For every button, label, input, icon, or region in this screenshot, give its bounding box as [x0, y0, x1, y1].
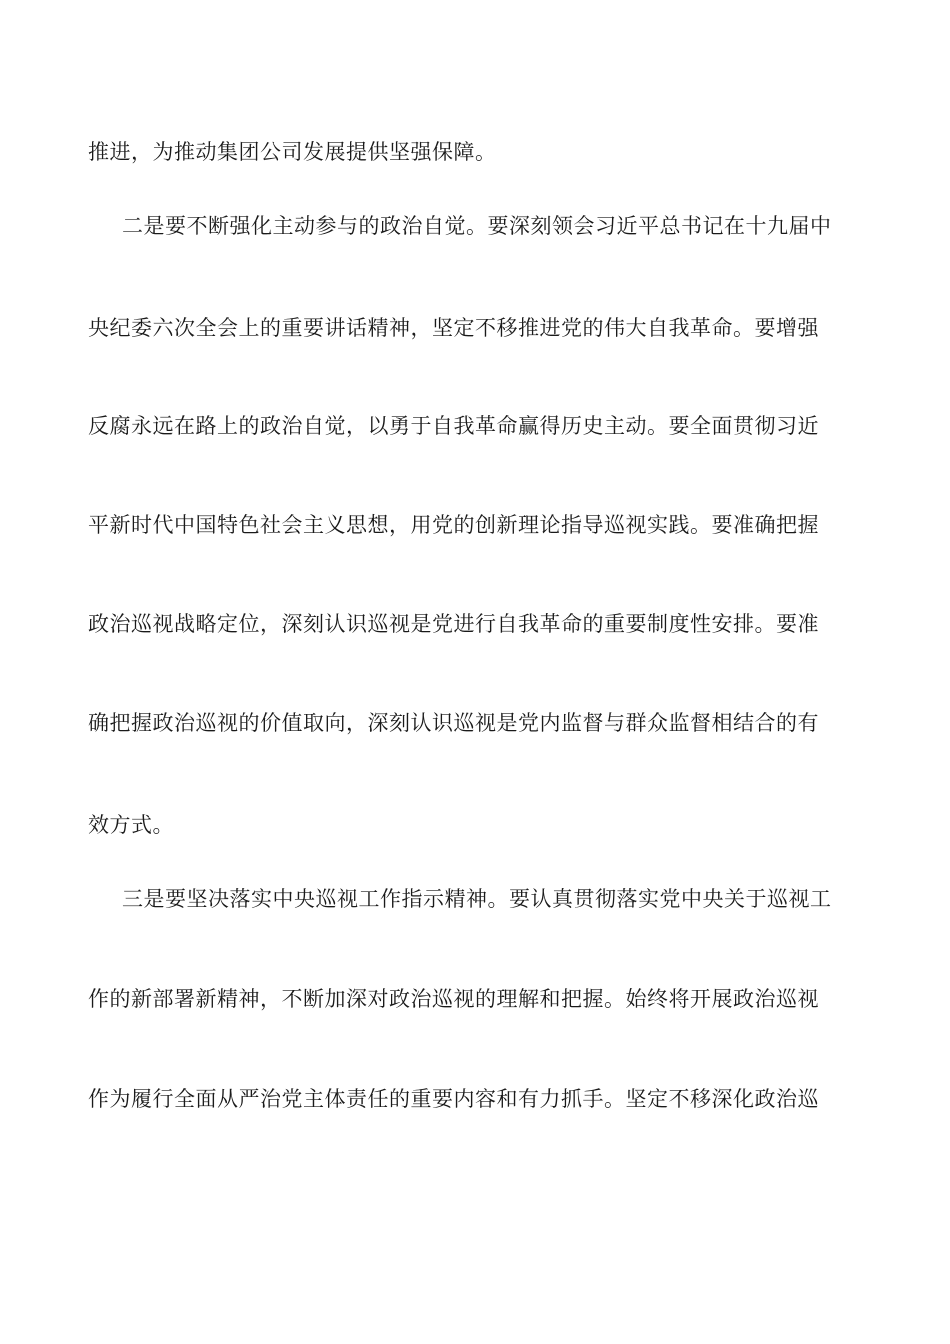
text-line: 推进，为推动集团公司发展提供坚强保障。	[88, 140, 497, 164]
text-line: 反腐永远在路上的政治自觉，以勇于自我革命赢得历史主动。要全面贯彻习近	[88, 414, 819, 438]
text-line: 效方式。	[88, 813, 174, 837]
paragraph-3-start: 三是要坚决落实中央巡视工作指示精神。要认真贯彻落实党中央关于巡视工	[122, 887, 832, 911]
text-line: 央纪委六次全会上的重要讲话精神，坚定不移推进党的伟大自我革命。要增强	[88, 316, 819, 340]
text-line: 政治巡视战略定位，深刻认识巡视是党进行自我革命的重要制度性安排。要准	[88, 612, 819, 636]
text-line: 确把握政治巡视的价值取向，深刻认识巡视是党内监督与群众监督相结合的有	[88, 711, 819, 735]
text-line: 平新时代中国特色社会主义思想，用党的创新理论指导巡视实践。要准确把握	[88, 513, 819, 537]
text-line: 作的新部署新精神，不断加深对政治巡视的理解和把握。始终将开展政治巡视	[88, 987, 819, 1011]
text-line: 作为履行全面从严治党主体责任的重要内容和有力抓手。坚定不移深化政治巡	[88, 1087, 819, 1111]
paragraph-2-start: 二是要不断强化主动参与的政治自觉。要深刻领会习近平总书记在十九届中	[122, 214, 832, 238]
